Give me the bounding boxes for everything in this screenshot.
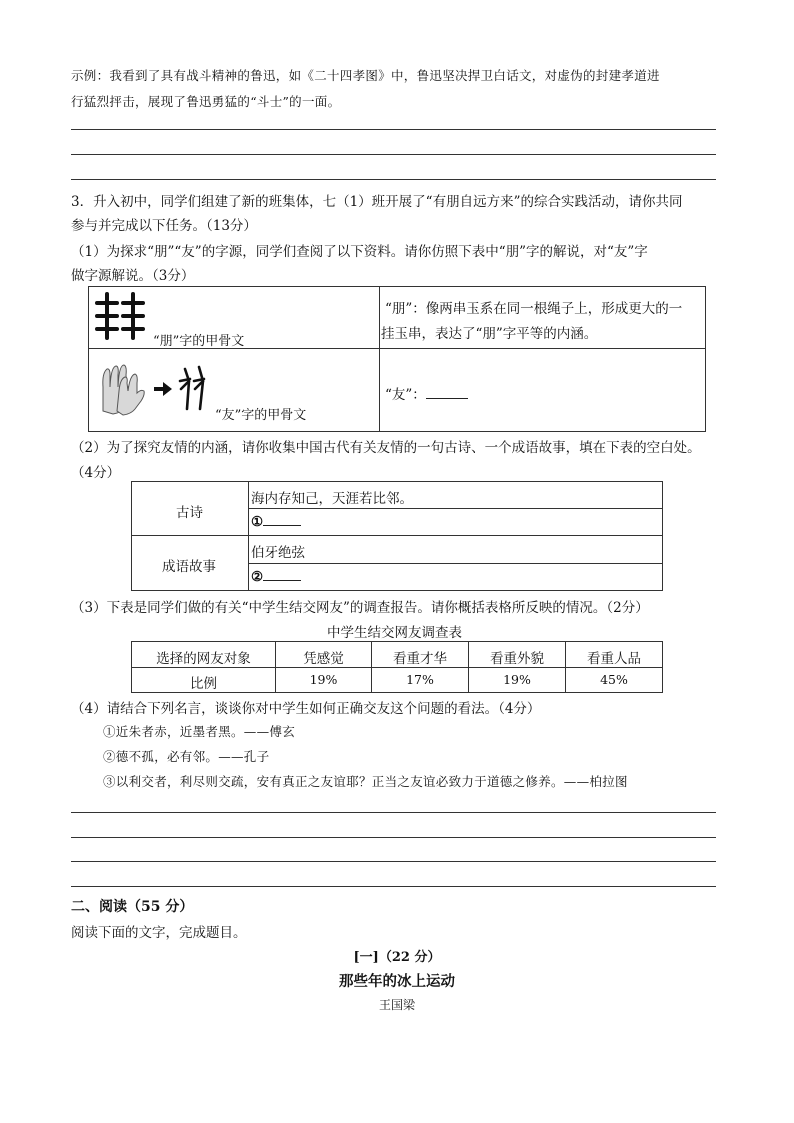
poem-answer-field[interactable] xyxy=(251,513,301,530)
answer-line[interactable] xyxy=(71,886,716,887)
poem-label: 古诗 xyxy=(176,505,203,521)
quote-1: ①近朱者赤，近墨者黑。——傅玄 xyxy=(103,724,296,739)
example-line-1: 示例：我看到了具有战斗精神的鲁迅，如《二十四孝图》中，鲁迅坚决捍卫白话文，对虚伪的封建孝道进 xyxy=(71,68,660,83)
peng-explanation-line-2: 挂玉串，表达了“朋”字平等的内涵。 xyxy=(381,326,598,342)
survey-header-appearance: 看重外貌 xyxy=(490,651,544,667)
peng-caption: “朋”字的甲骨文 xyxy=(153,334,245,349)
idiom-answer-field[interactable] xyxy=(251,568,301,585)
answer-line[interactable] xyxy=(71,837,716,838)
you-hands-to-glyph-image xyxy=(97,361,227,417)
q3-part4: （4）请结合下列名言，谈谈你对中学生如何正确交友这个问题的看法。（4分） xyxy=(71,701,541,717)
poem-blank[interactable] xyxy=(263,513,301,526)
answer-line[interactable] xyxy=(71,812,716,813)
answer-line[interactable] xyxy=(71,861,716,862)
section-instruction: 阅读下面的文字，完成题目。 xyxy=(71,925,247,941)
answer-line[interactable] xyxy=(71,129,716,130)
survey-value-talent: 17% xyxy=(406,672,434,687)
poem-example: 海内存知己，天涯若比邻。 xyxy=(251,491,413,507)
q3-part1-line-2: 做字源解说。（3分） xyxy=(71,268,195,284)
idiom-example: 伯牙绝弦 xyxy=(251,545,305,561)
q3-part2-line-2: （4分） xyxy=(71,465,121,481)
answer-line[interactable] xyxy=(71,154,716,155)
q3-part1-line-1: （1）为探求“朋”“友”的字源，同学们查阅了以下资料。请你仿照下表中“朋”字的解说，对“友”字 xyxy=(71,244,648,260)
survey-header-target: 选择的网友对象 xyxy=(156,651,251,667)
idiom-blank-marker: ② xyxy=(251,569,264,585)
friendship-poem-idiom-table xyxy=(131,481,663,591)
peng-oracle-bone-glyph-image xyxy=(93,291,151,341)
reading-part-label: [一]（22 分） xyxy=(353,950,441,965)
q3-intro-line-1: 3．升入初中，同学们组建了新的班集体，七（1）班开展了“有朋自远方来”的综合实践活动，请你共同 xyxy=(71,194,683,210)
survey-header-talent: 看重才华 xyxy=(393,651,447,667)
survey-value-appearance: 19% xyxy=(503,672,531,687)
peng-explanation-line-1: “朋”：像两串玉系在同一根绳子上，形成更大的一 xyxy=(385,301,683,317)
survey-header-character: 看重人品 xyxy=(587,651,641,667)
survey-header-feeling: 凭感觉 xyxy=(303,651,344,667)
idiom-label: 成语故事 xyxy=(162,559,216,575)
q3-part2-line-1: （2）为了探究友情的内涵，请你收集中国古代有关友情的一句古诗、一个成语故事，填在下表的空白处。 xyxy=(71,440,701,456)
survey-title: 中学生结交网友调查表 xyxy=(327,625,462,641)
quote-2: ②德不孤，必有邻。——孔子 xyxy=(103,749,270,764)
character-origin-table xyxy=(88,286,706,432)
q3-part3: （3）下表是同学们做的有关“中学生结交网友”的调查报告。请你概括表格所反映的情况。（2分） xyxy=(71,600,649,616)
example-line-2: 行猛烈抨击，展现了鲁迅勇猛的“斗士”的一面。 xyxy=(71,94,341,109)
survey-value-feeling: 19% xyxy=(309,672,338,687)
survey-row-label: 比例 xyxy=(190,676,217,692)
answer-line[interactable] xyxy=(71,179,716,180)
quote-3: ③以利交者，利尽则交疏，安有真正之友谊耶？正当之友谊必致力于道德之修养。——柏拉图 xyxy=(103,774,628,789)
you-label: “友”： xyxy=(385,387,426,403)
section-heading: 二、阅读（55 分） xyxy=(71,899,194,915)
you-caption: “友”字的甲骨文 xyxy=(215,408,307,423)
reading-author: 王国梁 xyxy=(378,998,415,1012)
survey-table xyxy=(131,641,663,693)
reading-title: 那些年的冰上运动 xyxy=(339,973,455,990)
idiom-blank[interactable] xyxy=(263,568,301,581)
q3-intro-line-2: 参与并完成以下任务。（13分） xyxy=(71,218,257,234)
you-answer-field[interactable] xyxy=(385,383,468,403)
poem-blank-marker: ① xyxy=(251,514,264,530)
survey-value-character: 45% xyxy=(600,672,628,687)
you-blank[interactable] xyxy=(426,386,468,399)
